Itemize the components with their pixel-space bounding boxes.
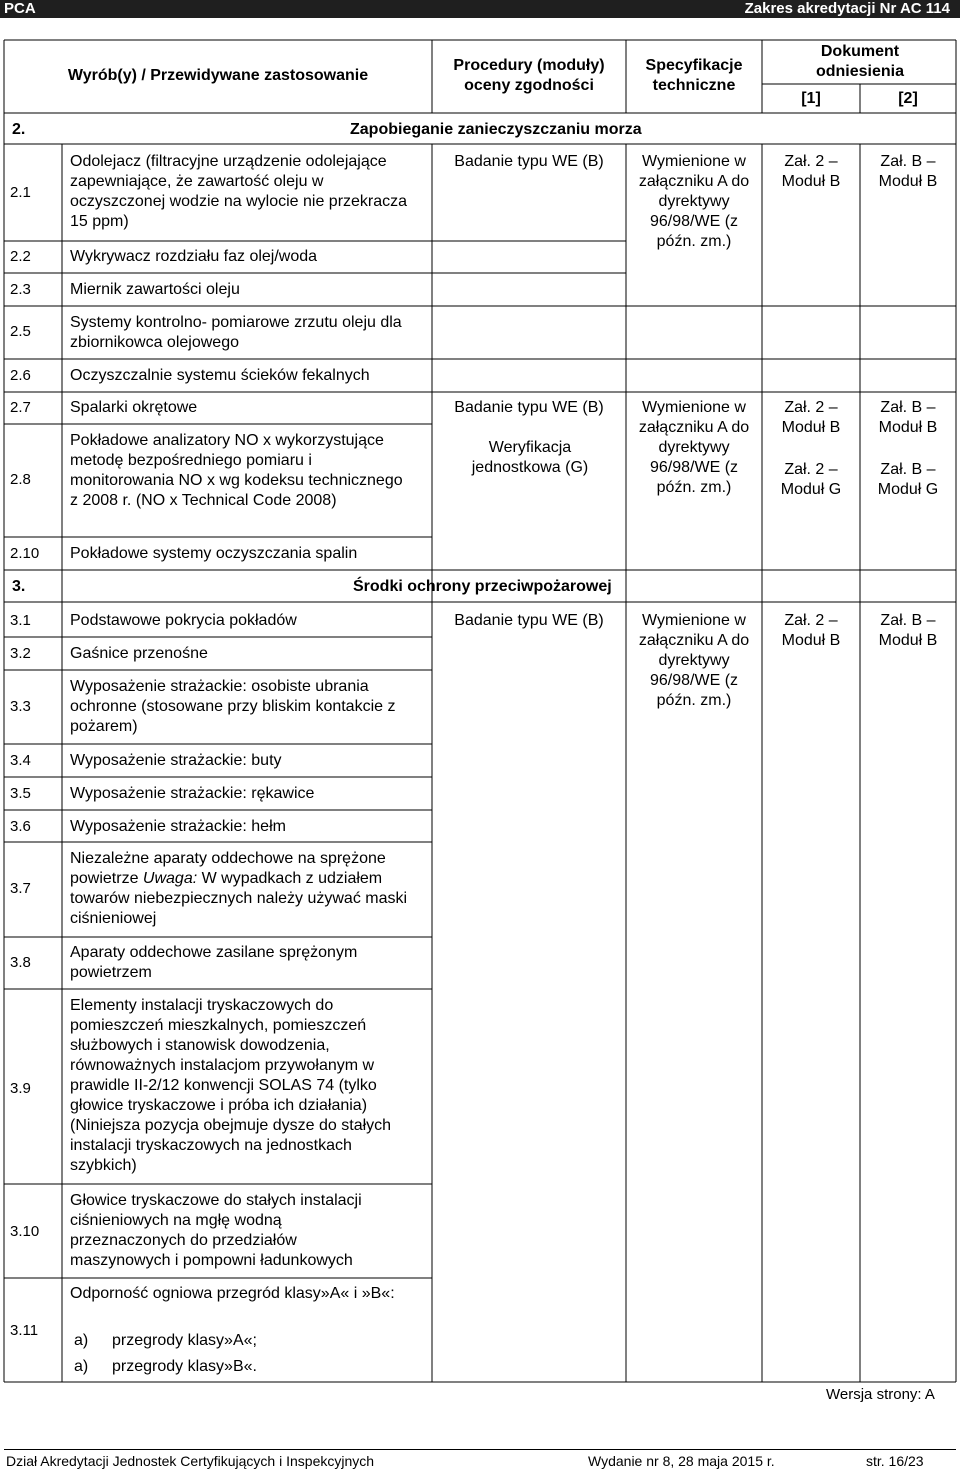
row-number: 2.5	[10, 323, 31, 340]
row-product: Wyposażenie strażackie: hełm	[70, 818, 286, 835]
header-ref-2: [2]	[898, 90, 918, 107]
footer-divider	[4, 1449, 956, 1450]
ref2-cell: Zał. B – Moduł B	[878, 153, 938, 190]
row-number: 3.11	[10, 1322, 39, 1339]
row-number: 3.9	[10, 1080, 31, 1097]
sub-item-text: przegrody klasy»A«;	[112, 1332, 257, 1349]
footer-edition: Wydanie nr 8, 28 maja 2015 r.	[588, 1453, 775, 1469]
procedure-cell: Badanie typu WE (B)	[454, 399, 604, 416]
ref2-cell: Zał. B – Moduł G	[877, 461, 939, 498]
row-product: Miernik zawartości oleju	[70, 281, 240, 298]
header-product: Wyrób(y) / Przewidywane zastosowanie	[67, 67, 369, 84]
row-number: 3.1	[10, 612, 31, 629]
row-number: 2.7	[10, 399, 31, 416]
header-specs: Specyfikacje techniczne	[645, 57, 743, 94]
row-number: 3.2	[10, 645, 31, 662]
row-number: 2.6	[10, 367, 31, 384]
row-product: Podstawowe pokrycia pokładów	[70, 612, 297, 629]
row-number: 3.8	[10, 954, 31, 971]
page-version: Wersja strony: A	[826, 1386, 935, 1403]
section-3-title: Środki ochrony przeciwpożarowej	[353, 578, 612, 595]
org-abbreviation: PCA	[4, 0, 36, 17]
row-product-text: W wypadkach z udziałem towarów niebezpiecznych należy używać maski ciśnieniowej	[70, 870, 408, 927]
row-product: Pokładowe systemy oczyszczania spalin	[70, 545, 358, 562]
row-number: 2.1	[10, 184, 31, 201]
header-reference-documents: Dokument odniesienia	[815, 43, 905, 80]
sub-item-text: przegrody klasy»B«.	[112, 1358, 257, 1375]
spec-cell: Wymienione w załączniku A do dyrektywy 96/98/WE (z późn. zm.)	[638, 153, 750, 250]
row-product: Wyposażenie strażackie: rękawice	[70, 785, 315, 802]
row-product: Oczyszczalnie systemu ścieków fekalnych	[70, 367, 370, 384]
row-product	[70, 849, 420, 929]
row-product: Systemy kontrolno- pomiarowe zrzutu oleju dla zbiornikowca olejowego	[70, 314, 402, 351]
row-product: Głowice tryskaczowe do stałych instalacji ciśnieniowych na mgłę wodną przeznaczonych do przedziałów maszynowych i pompowni ładunkowych	[70, 1192, 362, 1269]
ref1-cell: Zał. 2 – Moduł G	[780, 461, 842, 498]
document-title: Zakres akredytacji Nr AC 114	[744, 0, 950, 17]
section-2-title: Zapobieganie zanieczyszczaniu morza	[350, 121, 642, 138]
section-3-number: 3.	[12, 578, 26, 595]
procedure-cell: Badanie typu WE (B)	[454, 153, 604, 170]
row-product: Wyposażenie strażackie: osobiste ubrania ochronne (stosowane przy bliskim kontakcie z pożarem)	[70, 678, 396, 735]
row-product: Odporność ogniowa przegród klasy»A« i »B«:	[70, 1285, 395, 1302]
row-number: 3.10	[10, 1223, 40, 1240]
sub-item-mark: a)	[74, 1358, 89, 1375]
row-product-text: Niezależne aparaty oddechowe na sprężone powietrze	[70, 850, 386, 887]
spec-cell: Wymienione w załączniku A do dyrektywy 96/98/WE (z późn. zm.)	[638, 612, 750, 709]
ref2-cell: Zał. B – Moduł B	[878, 399, 938, 436]
row-product: Elementy instalacji tryskaczowych do pomieszczeń mieszkalnych, pomieszczeń służbowych i stanowisk dowodzenia, równoważnych instalacjom przywołanym w prawidle II-2/12 konwencji SOLAS 74 (tylko głowice tryskaczowe i próba ich działania) (Niniejsza pozycja obejmuje dysze do stałych instalacji tryskaczowych na jednostkach szybkich)	[70, 997, 392, 1174]
footer-organization: Dział Akredytacji Jednostek Certyfikujących i Inspekcyjnych	[6, 1453, 375, 1469]
header-procedures: Procedury (moduły) oceny zgodności	[453, 57, 605, 94]
row-number: 2.8	[10, 471, 31, 488]
row-number: 3.3	[10, 698, 31, 715]
procedure-cell: Badanie typu WE (B)	[454, 612, 604, 629]
row-product: Pokładowe analizatory NO x wykorzystujące metodę bezpośredniego pomiaru i monitorowania NO x wg kodeksu technicznego z 2008 r. (NO x Technical Code 2008)	[70, 432, 403, 509]
row-product: Odolejacz (filtracyjne urządzenie odolejające zapewniające, że zawartość oleju w oczyszczonej wodzie na wylocie nie przekracza 15 ppm)	[70, 153, 408, 230]
sub-item-mark: a)	[74, 1332, 89, 1349]
row-product: Wykrywacz rozdziału faz olej/woda	[70, 248, 318, 265]
footer-page-number: str. 16/23	[866, 1453, 924, 1469]
row-number: 3.6	[10, 818, 31, 835]
row-product: Spalarki okrętowe	[70, 399, 198, 416]
row-number: 3.4	[10, 752, 31, 769]
ref2-cell: Zał. B – Moduł B	[878, 612, 938, 649]
ref1-cell: Zał. 2 – Moduł B	[781, 612, 841, 649]
row-product: Wyposażenie strażackie: buty	[70, 752, 282, 769]
procedure-cell: Weryfikacja jednostkowa (G)	[471, 439, 589, 476]
header-ref-1: [1]	[801, 90, 821, 107]
row-number: 2.3	[10, 281, 31, 298]
row-number: 2.2	[10, 248, 31, 265]
row-number: 2.10	[10, 545, 40, 562]
ref1-cell: Zał. 2 – Moduł B	[781, 153, 841, 190]
section-2-number: 2.	[12, 121, 26, 138]
row-product: Gaśnice przenośne	[70, 645, 208, 662]
row-number: 3.5	[10, 785, 31, 802]
spec-cell: Wymienione w załączniku A do dyrektywy 96/98/WE (z późn. zm.)	[638, 399, 750, 496]
row-number: 3.7	[10, 880, 31, 897]
row-product: Aparaty oddechowe zasilane sprężonym powietrzem	[70, 944, 358, 981]
note-label: Uwaga:	[142, 870, 198, 887]
ref1-cell: Zał. 2 – Moduł B	[781, 399, 841, 436]
